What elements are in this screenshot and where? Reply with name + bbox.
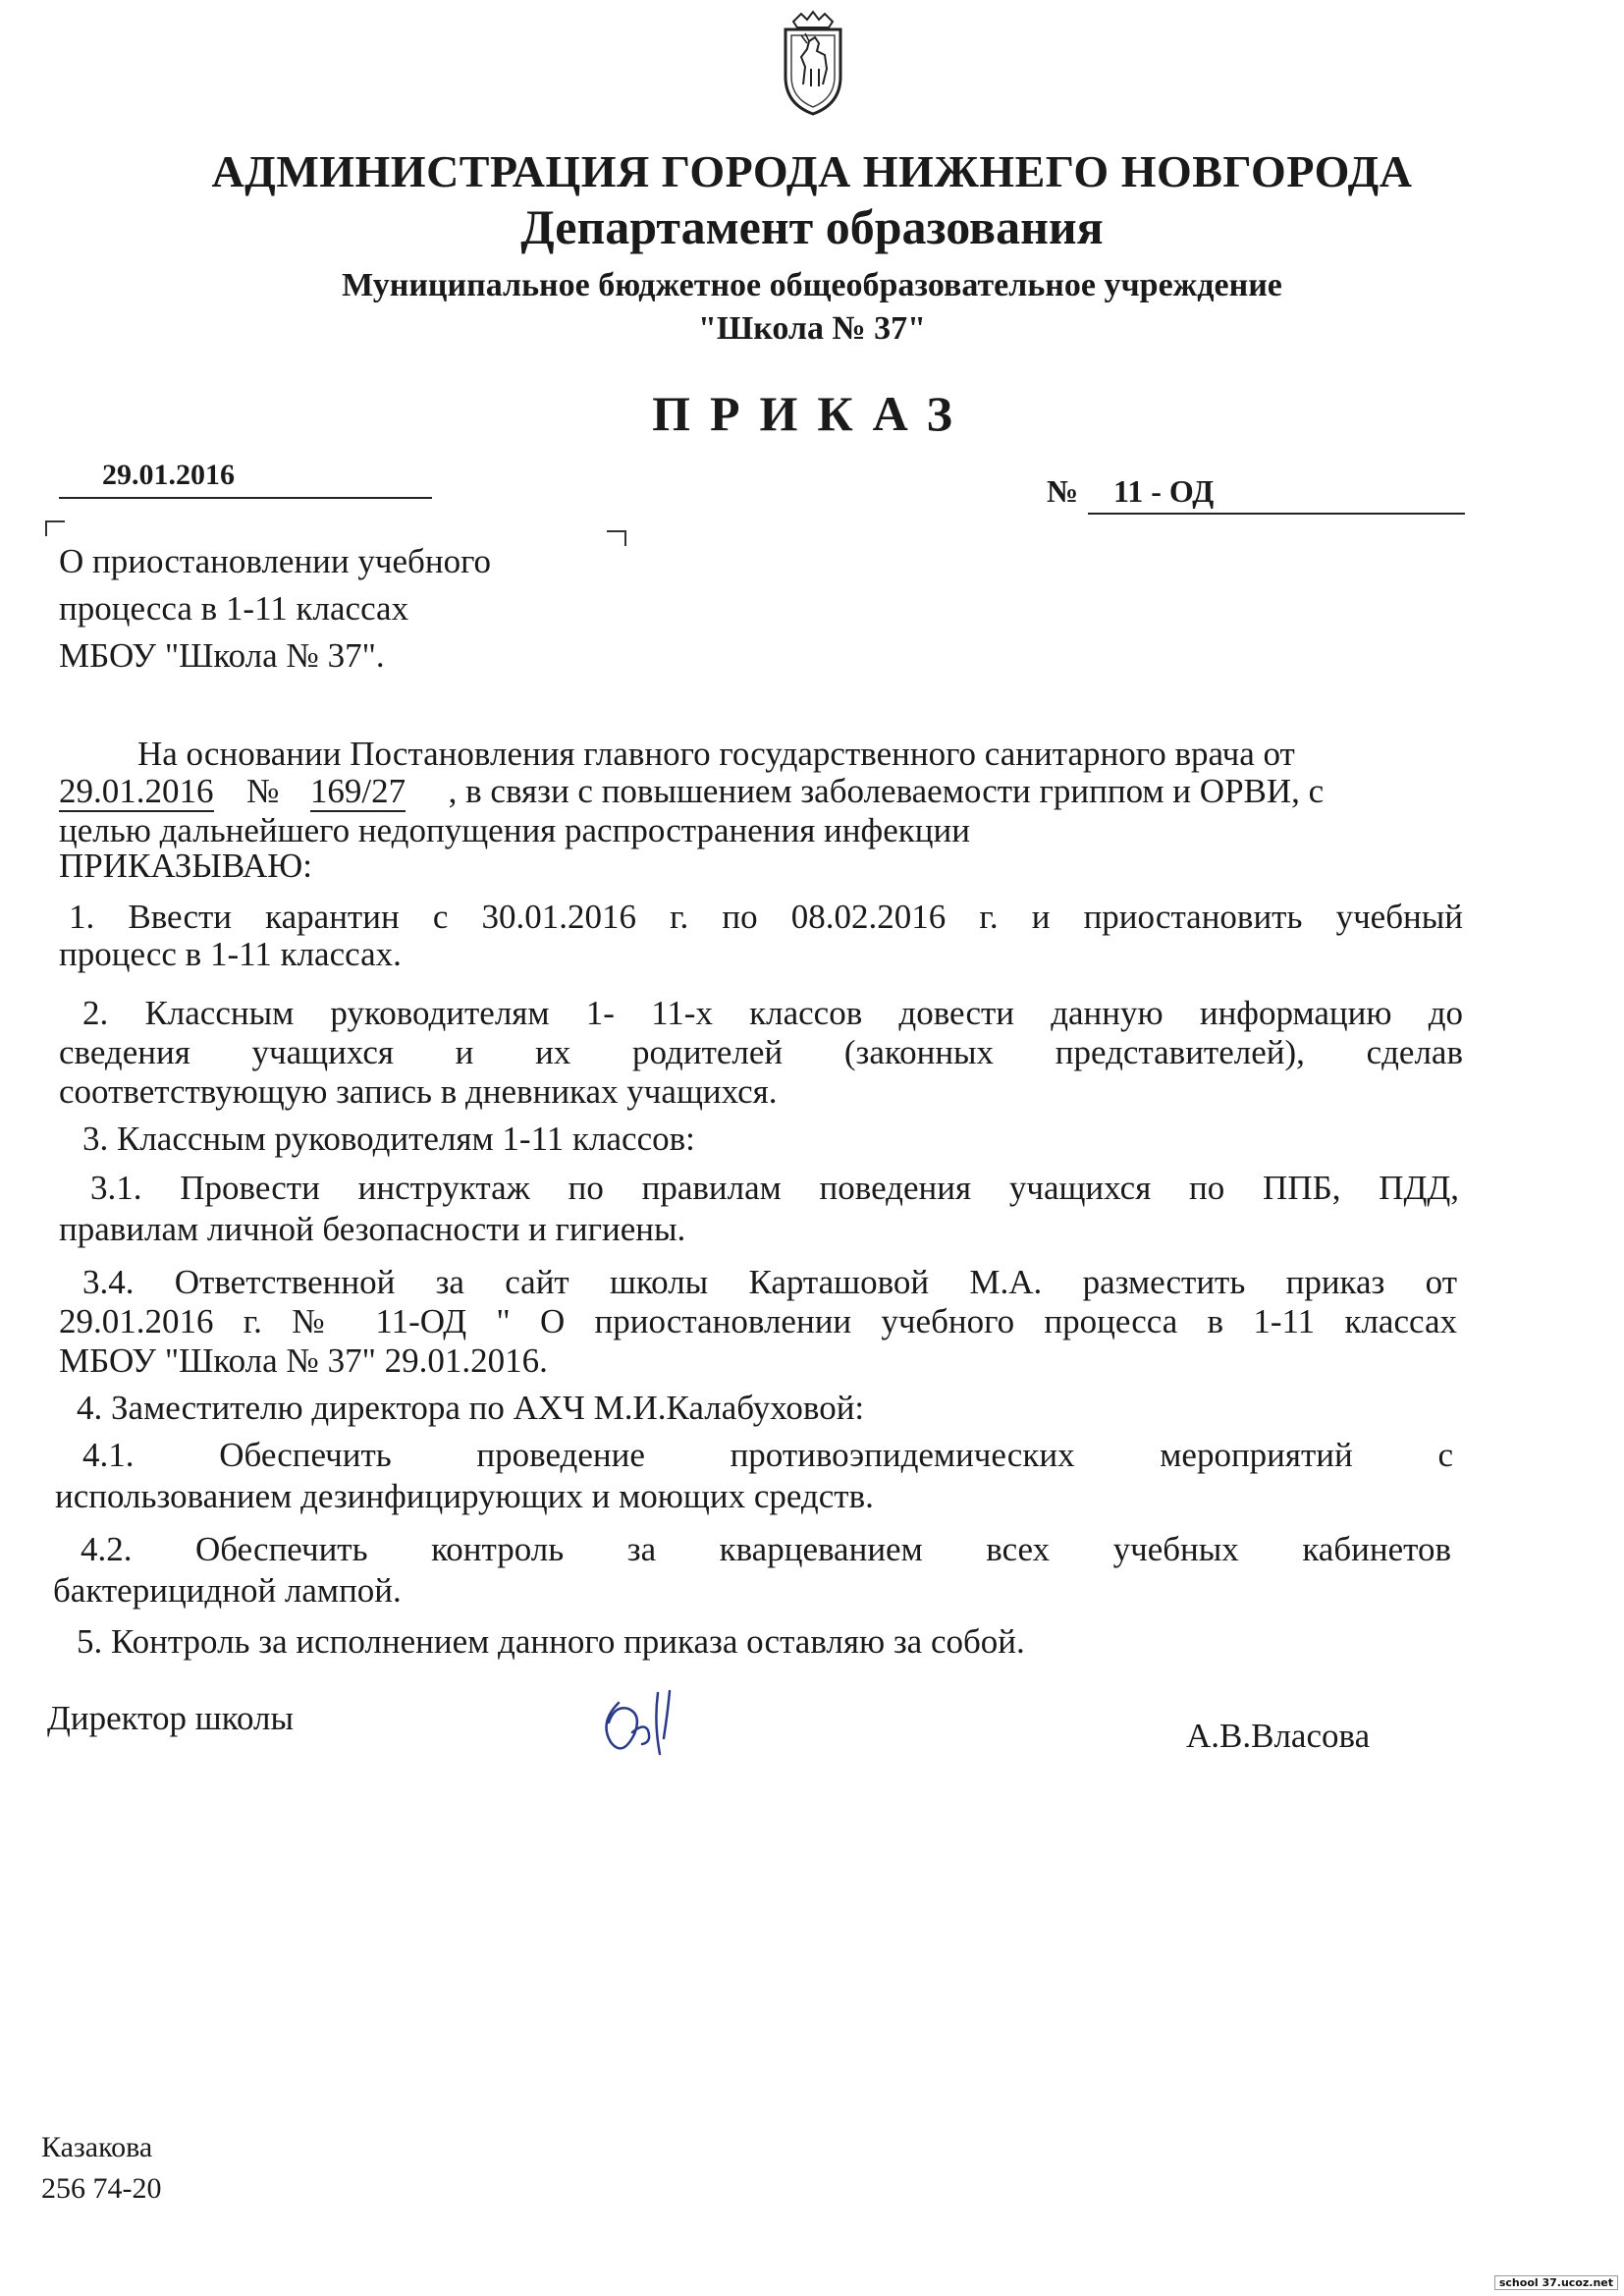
item-3-1-line-a: 3.1. Провести инструктаж по правилам поведения учащихся по ППБ, ПДД, <box>90 1169 1459 1207</box>
item-3-1-line-b: правилам личной безопасности и гигиены. <box>59 1210 686 1248</box>
site-watermark: school 37.ucoz.net <box>1494 2275 1618 2290</box>
item-4-1-line-a: 4.1. Обеспечить проведение противоэпидемических мероприятий с <box>82 1436 1453 1474</box>
signatory-title: Директор школы <box>47 1699 294 1737</box>
number-sign: № <box>1047 473 1079 509</box>
item-3-4-line-b: 29.01.2016 г. № 11-ОД " О приостановлении учебного процесса в 1-11 классах <box>59 1302 1457 1340</box>
preamble-line-3: целью дальнейшего недопущения распространения инфекции <box>59 811 970 849</box>
coat-of-arms-icon <box>764 8 862 118</box>
order-date: 29.01.2016 <box>102 459 235 491</box>
item-3: 3. Классным руководителям 1-11 классов: <box>82 1120 695 1158</box>
order-word: ПРИКАЗЫВАЮ: <box>59 847 312 885</box>
executor-phone: 256 74-20 <box>41 2172 162 2205</box>
number-underline <box>1088 513 1465 515</box>
subject-line-1: О приостановлении учебного <box>59 542 492 580</box>
executor-name: Казакова <box>41 2131 153 2163</box>
department-heading: Департамент образования <box>520 199 1104 254</box>
item-2-line-c: соответствующую запись в дневниках учащихся. <box>59 1072 778 1111</box>
item-1-line-a: 1. Ввести карантин с 30.01.2016 г. по 08.02.2016 г. и приостановить учебный <box>69 898 1463 936</box>
item-2-line-a: 2. Классным руководителям 1- 11-х классов довести данную информацию до <box>82 994 1463 1032</box>
item-2-line-b: сведения учащихся и их родителей (законных представителей), сделав <box>59 1033 1463 1071</box>
date-underline <box>59 497 432 499</box>
item-3-4-line-a: 3.4. Ответственной за сайт школы Карташовой М.А. разместить приказ от <box>82 1263 1457 1301</box>
item-4-2-line-a: 4.2. Обеспечить контроль за кварцеванием всех учебных кабинетов <box>81 1530 1451 1568</box>
subject-line-2: процесса в 1-11 классах <box>59 589 409 628</box>
signatory-name: А.В.Власова <box>1186 1717 1371 1755</box>
ref-number: 169/27 <box>309 772 406 810</box>
item-4: 4. Заместителю директора по АХЧ М.И.Калабуховой: <box>77 1389 865 1427</box>
ref-number-sign: № <box>246 772 280 810</box>
subject-line-3: МБОУ "Школа № 37". <box>59 636 385 675</box>
administration-heading: АДМИНИСТРАЦИЯ ГОРОДА НИЖНЕГО НОВГОРОДА <box>211 146 1413 196</box>
item-1-line-b: процесс в 1-11 классах. <box>59 935 402 973</box>
item-5: 5. Контроль за исполнением данного приказа оставляю за собой. <box>77 1622 1025 1661</box>
item-4-2-line-b: бактерицидной лампой. <box>53 1571 402 1610</box>
subject-corner-left <box>45 520 65 536</box>
item-4-1-line-b: использованием дезинфицирующих и моющих средств. <box>55 1477 874 1515</box>
order-number: 11 - ОД <box>1113 473 1215 509</box>
preamble-line-2 <box>59 772 1324 811</box>
item-3-4-line-c: МБОУ "Школа № 37" 29.01.2016. <box>59 1341 548 1380</box>
institution-line-2: "Школа № 37" <box>697 310 927 347</box>
handwritten-signature-icon <box>589 1683 736 1762</box>
subject-corner-right <box>607 530 626 546</box>
institution-line-1: Муниципальное бюджетное общеобразовательное учреждение <box>342 267 1282 303</box>
preamble-line-2-rest: , в связи с повышением заболеваемости гриппом и ОРВИ, с <box>448 772 1325 810</box>
preamble-line-1: На основании Постановления главного государственного санитарного врача от <box>137 735 1295 773</box>
document-type-title: ПРИКАЗ <box>652 386 972 441</box>
ref-date: 29.01.2016 <box>59 772 214 810</box>
